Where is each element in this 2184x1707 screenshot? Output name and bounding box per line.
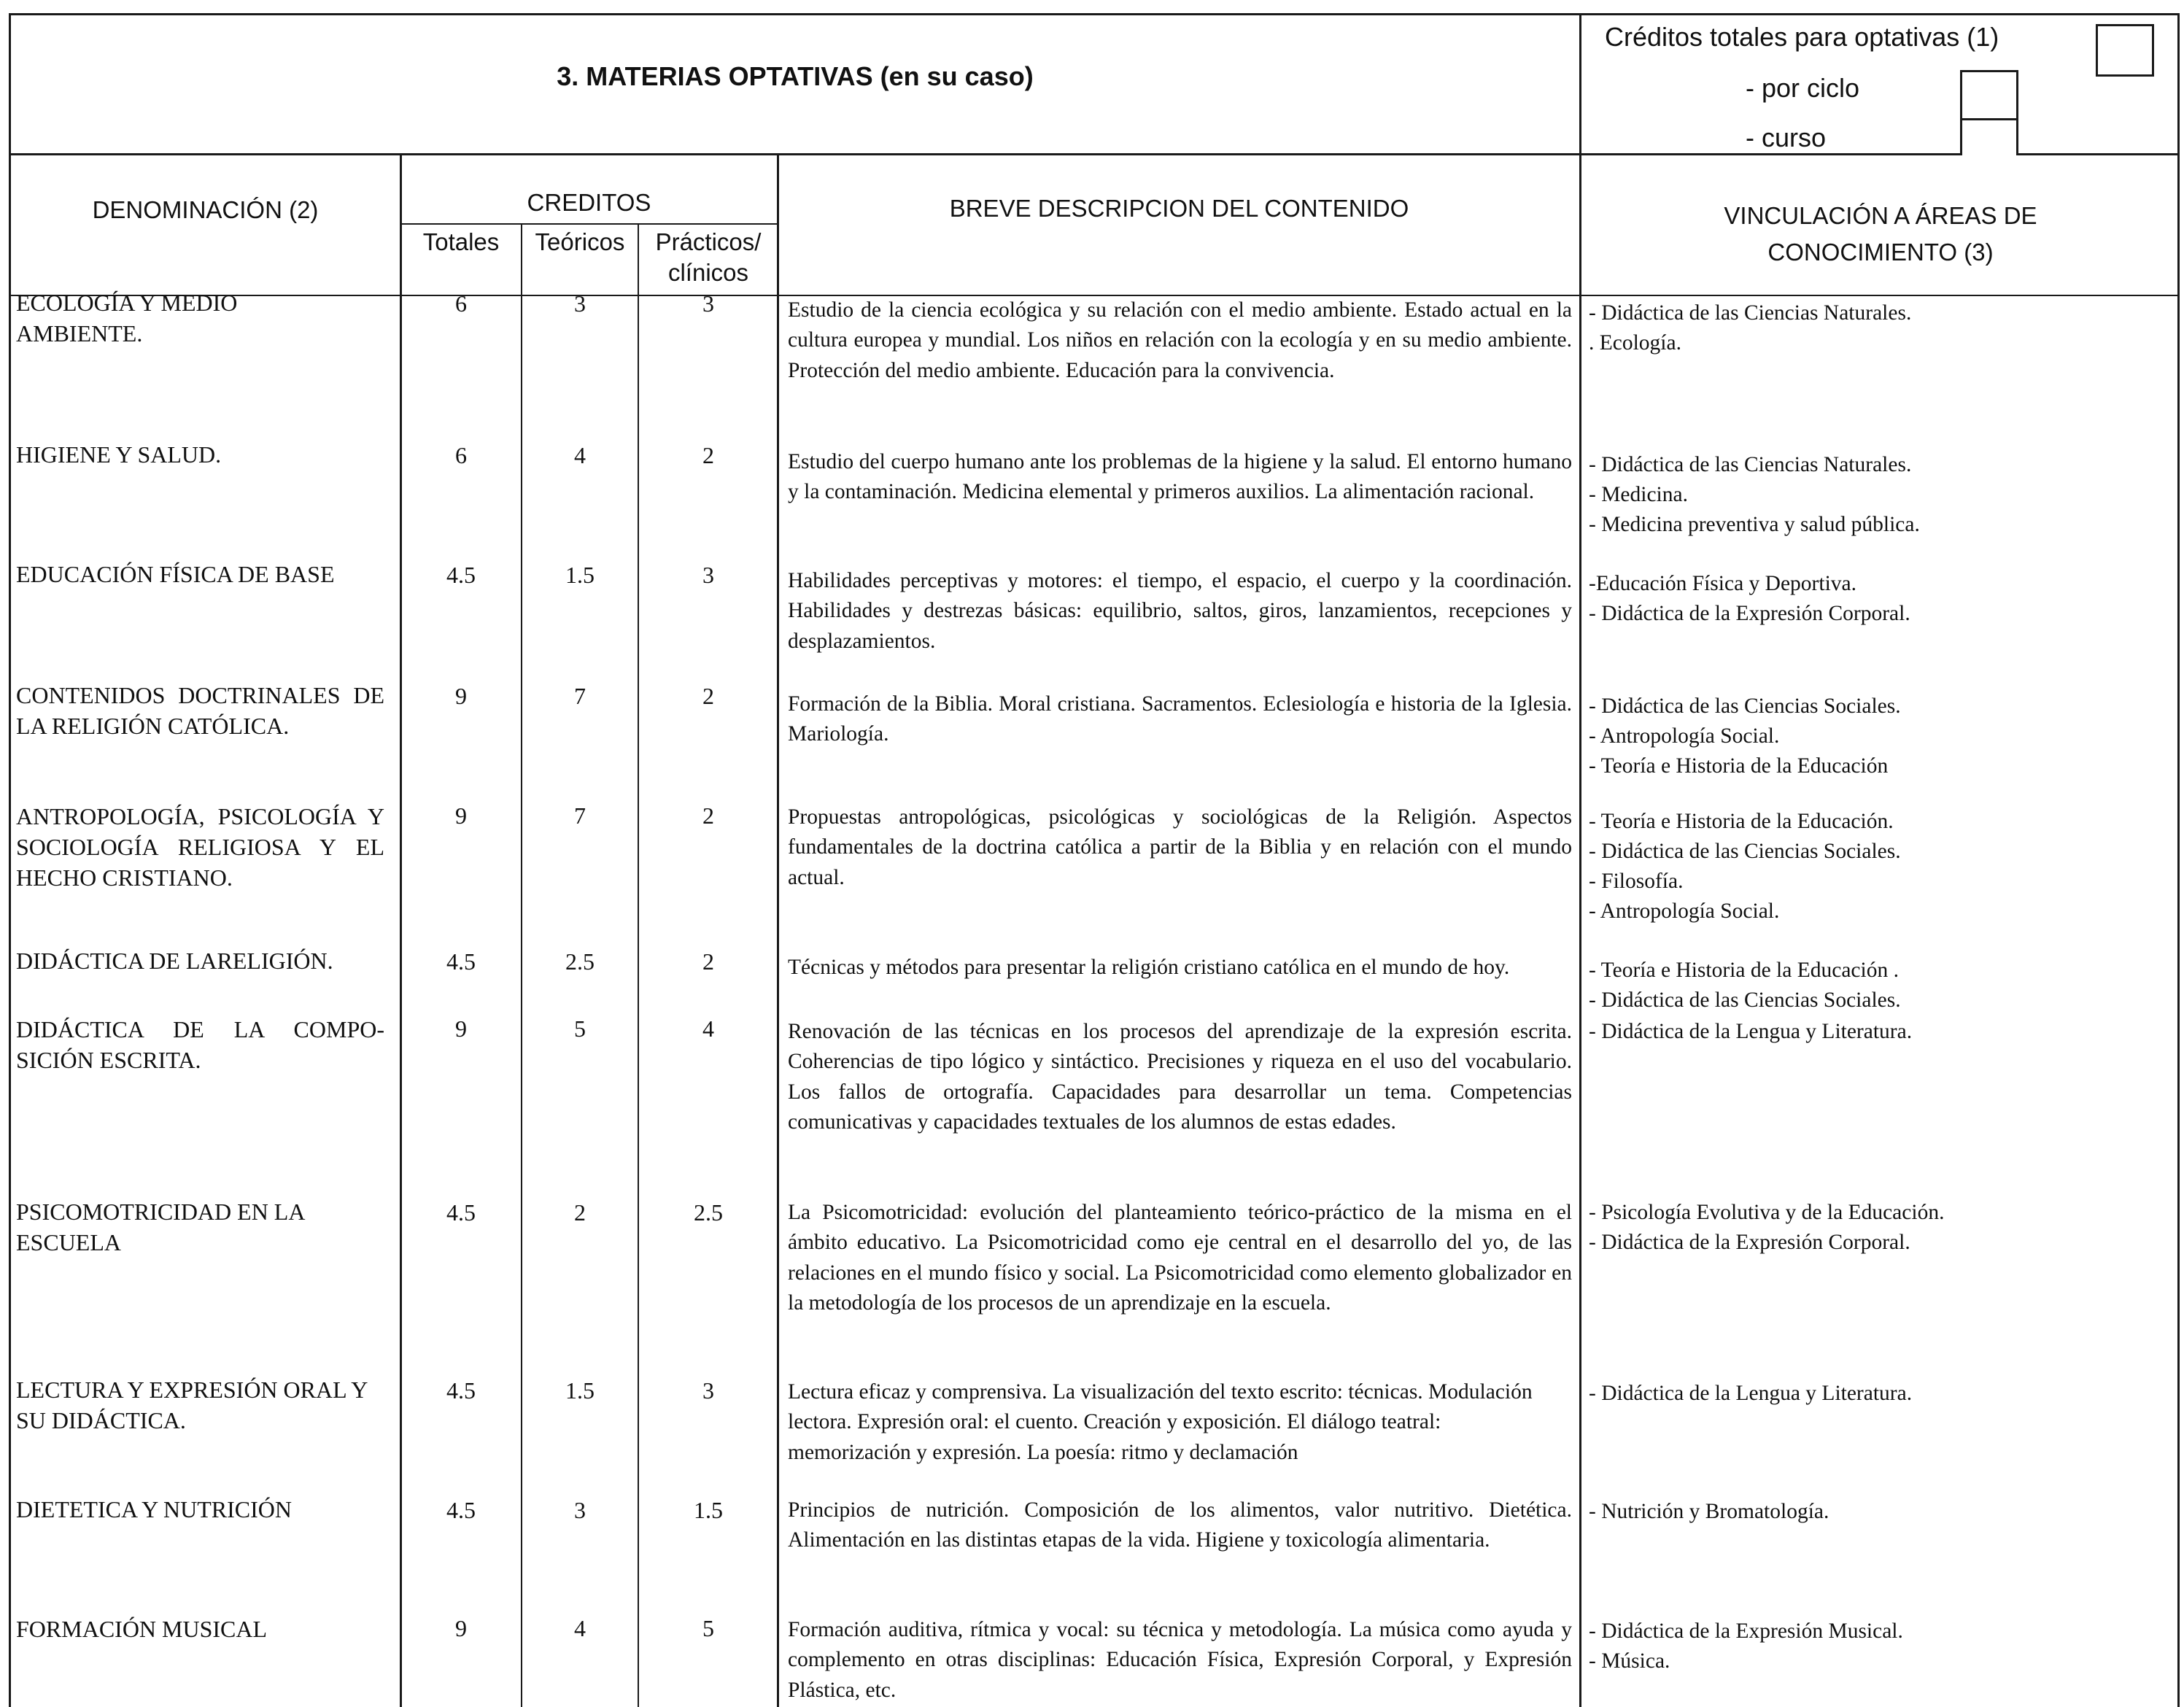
area-item: -Educación Física y Deportiva. — [1589, 572, 1856, 595]
area-item: - Teoría e Historia de la Educación — [1589, 754, 1889, 778]
content-description: Lectura eficaz y comprensiva. La visualización del texto escrito: técnicas. Modulación lectora. Expresión oral: el cuento. Creación y exposición. El diálogo teatral: memorización y expresión. La poesía: ritmo y declamación — [788, 1380, 1533, 1464]
page-title: 3. MATERIAS OPTATIVAS (en su caso) — [557, 61, 1034, 91]
header-areas-line1: VINCULACIÓN A ÁREAS DE — [1724, 202, 2037, 229]
content-description: Renovación de las técnicas en los procesos del aprendizaje de la expresión escrita. Coherencias de tipo lógico y sintáctico. Precisiones y riqueza en el uso del vocabulario. Los fallos de ortografía. Capacidades para desarrollar un tema. Competencias comunicativas y capacidades textuales de los alumnos de estas edades. — [788, 1020, 1572, 1134]
area-item: - Didáctica de las Ciencias Sociales. — [1589, 840, 1901, 863]
course-label: - curso — [1746, 123, 1827, 152]
header-description: BREVE DESCRIPCION DEL CONTENIDO — [949, 195, 1409, 222]
credits-totales: 9 — [455, 802, 467, 829]
credits-practicos: 2 — [702, 802, 714, 829]
header-denomination: DENOMINACIÓN (2) — [92, 196, 319, 223]
area-item: - Psicología Evolutiva y de la Educación. — [1589, 1201, 1945, 1224]
credits-practicos: 2.5 — [694, 1199, 723, 1226]
table-border-top — [9, 13, 2180, 15]
credits-practicos: 3 — [702, 562, 714, 588]
credits-practicos: 2 — [702, 442, 714, 468]
credits-totales: 4.5 — [446, 1497, 476, 1523]
credits-practicos: 5 — [702, 1615, 714, 1641]
subject-name: PSICOMOTRICIDAD EN LA ESCUELA — [16, 1199, 304, 1255]
area-item: - Antropología Social. — [1589, 724, 1780, 748]
content-description: Habilidades perceptivas y motores: el tiempo, el espacio, el cuerpo y la coordinación. Habilidades y destrezas básicas: equilibrio, saltos, giros, lanzamientos, recepciones y desplazamientos. — [788, 569, 1572, 653]
credits-description-divider — [777, 153, 779, 1707]
subject-name: ANTROPOLOGÍA, PSICOLOGÍA Y SOCIOLOGÍA RELIGIOSA Y EL HECHO CRISTIANO. — [16, 803, 384, 891]
area-item: - Nutrición y Bromatología. — [1589, 1500, 1829, 1523]
title-credits-divider — [1579, 13, 1581, 1707]
content-description: Principios de nutrición. Composición de los alimentos, valor nutritivo. Dietética. Alimentación en las distintas etapas de la vida. Higiene y toxicología alimentaria. — [788, 1498, 1572, 1552]
header-practicos: Prácticos/ — [655, 228, 762, 255]
subject-name: DIDÁCTICA DE LA COMPO-SICIÓN ESCRITA. — [16, 1016, 384, 1073]
credits-subheader-line — [400, 223, 778, 225]
area-item: - Didáctica de la Expresión Musical. — [1589, 1619, 1903, 1643]
area-item: - Didáctica de la Expresión Corporal. — [1589, 602, 1910, 625]
area-item: - Didáctica de las Ciencias Sociales. — [1589, 694, 1901, 718]
credits-teoricos: 4 — [574, 442, 586, 468]
table-border-left — [9, 13, 11, 1707]
area-item: - Filosofía. — [1589, 870, 1684, 893]
content-description: Formación auditiva, rítmica y vocal: su técnica y metodología. La música como ayuda y complemento en otras disciplinas: Educación Física, Expresión Corporal, y Expresión Plástica, etc. — [788, 1618, 1572, 1702]
subject-name: FORMACIÓN MUSICAL — [16, 1616, 268, 1642]
content-description: La Psicomotricidad: evolución del planteamiento teórico-práctico de la misma en el ámbito educativo. La Psicomotricidad como eje central en el desarrollo del yo, de las relaciones en el mundo físico y social. La Psicomotricidad como elemento globalizador en la metodología de los procesos de un aprendizaje en la escuela. — [788, 1201, 1572, 1315]
header-teoricos: Teóricos — [535, 228, 625, 255]
area-item: . Ecología. — [1589, 331, 1681, 355]
credits-totales: 9 — [455, 683, 467, 709]
knowledge-areas — [1589, 692, 2172, 781]
area-item: - Didáctica de la Lengua y Literatura. — [1589, 1020, 1913, 1043]
denomination-divider — [400, 153, 402, 1707]
credits-totales: 9 — [455, 1615, 467, 1641]
credits-practicos: 2 — [702, 683, 714, 709]
header-divider — [9, 153, 2180, 155]
credits-totales: 9 — [455, 1015, 467, 1042]
knowledge-areas — [1589, 956, 2172, 1015]
header-areas-line2: CONOCIMIENTO (3) — [1767, 239, 1994, 266]
course-box[interactable] — [1960, 118, 2018, 155]
header-clinicos: clínicos — [667, 259, 749, 286]
area-item: - Didáctica de la Lengua y Literatura. — [1589, 1382, 1913, 1405]
credits-practicos: 1.5 — [694, 1497, 723, 1523]
subject-name: DIETETICA Y NUTRICIÓN — [16, 1496, 293, 1522]
credits-totales: 4.5 — [446, 948, 476, 975]
area-item: - Didáctica de las Ciencias Naturales. — [1589, 301, 1912, 325]
subject-name: LECTURA Y EXPRESIÓN ORAL Y SU DIDÁCTICA. — [16, 1377, 368, 1433]
credits-totales: 4.5 — [446, 1199, 476, 1226]
credits-teoricos: 1.5 — [565, 562, 595, 588]
knowledge-areas — [1589, 450, 2172, 540]
credits-teoricos: 2 — [574, 1199, 586, 1226]
credits-teoricos: 2.5 — [565, 948, 595, 975]
knowledge-areas — [1589, 1497, 2172, 1527]
credits-teoricos: 5 — [574, 1015, 586, 1042]
per-cycle-box[interactable] — [1960, 70, 2018, 123]
knowledge-areas — [1589, 807, 2172, 926]
credits-totales: 6 — [455, 290, 467, 317]
credits-teoricos: 4 — [574, 1615, 586, 1641]
content-description: Estudio del cuerpo humano ante los problemas de la higiene y la salud. El entorno humano y la contaminación. Medicina elemental y primeros auxilios. La alimentación racional. — [788, 450, 1572, 504]
table-border-right — [2177, 13, 2180, 1707]
per-cycle-label: - por ciclo — [1746, 73, 1860, 103]
credits-practicos: 2 — [702, 948, 714, 975]
knowledge-areas — [1589, 1379, 2172, 1409]
credits-practicos: 3 — [702, 1377, 714, 1404]
content-description: Propuestas antropológicas, psicológicas y sociológicas de la Religión. Aspectos fundamentales de la doctrina católica a partir de la Biblia y en relación con el mundo actual. — [788, 805, 1572, 889]
knowledge-areas — [1589, 1198, 2172, 1258]
content-description: Técnicas y métodos para presentar la religión cristiano católica en el mundo de hoy. — [788, 956, 1510, 979]
credits-teoricos: 3 — [574, 290, 586, 317]
credits-teoricos: 7 — [574, 802, 586, 829]
credits-practicos: 3 — [702, 290, 714, 317]
subject-name: EDUCACIÓN FÍSICA DE BASE — [16, 561, 335, 587]
area-item: - Didáctica de las Ciencias Sociales. — [1589, 988, 1901, 1012]
area-item: - Medicina. — [1589, 483, 1688, 506]
credits-totales: 4.5 — [446, 1377, 476, 1404]
subject-name: HIGIENE Y SALUD. — [16, 441, 222, 468]
area-item: - Medicina preventiva y salud pública. — [1589, 513, 1920, 536]
header-credits: CREDITOS — [527, 189, 651, 216]
knowledge-areas — [1589, 569, 2172, 629]
credits-total-label: Créditos totales para optativas (1) — [1605, 22, 1999, 52]
knowledge-areas — [1589, 298, 2172, 358]
credits-teoricos: 7 — [574, 683, 586, 709]
credits-teoricos: 1.5 — [565, 1377, 595, 1404]
credits-total-box[interactable] — [2096, 24, 2154, 77]
area-item: - Teoría e Historia de la Educación. — [1589, 810, 1894, 833]
credits-totales: 6 — [455, 442, 467, 468]
credits-teoricos: 3 — [574, 1497, 586, 1523]
area-item: - Teoría e Historia de la Educación . — [1589, 959, 1899, 982]
area-item: - Antropología Social. — [1589, 899, 1780, 923]
subject-name: ECOLOGÍA Y MEDIO AMBIENTE. — [16, 290, 238, 347]
credits-practicos: 4 — [702, 1015, 714, 1042]
knowledge-areas — [1589, 1617, 2172, 1676]
knowledge-areas — [1589, 1017, 2172, 1047]
subject-name: CONTENIDOS DOCTRINALES DE LA RELIGIÓN CATÓLICA. — [16, 682, 384, 739]
content-description: Formación de la Biblia. Moral cristiana. Sacramentos. Eclesiología e historia de la Iglesia. Mariología. — [788, 692, 1572, 746]
area-item: - Didáctica de la Expresión Corporal. — [1589, 1231, 1910, 1254]
area-item: - Didáctica de las Ciencias Naturales. — [1589, 453, 1912, 476]
header-totales: Totales — [422, 228, 500, 255]
subject-name: DIDÁCTICA DE LARELIGIÓN. — [16, 948, 333, 974]
area-item: - Música. — [1589, 1649, 1670, 1673]
content-description: Estudio de la ciencia ecológica y su relación con el medio ambiente. Estado actual en la cultura europea y mundial. Los niños en relación con la ecología y en su medio ambiente. Protección del medio ambiente. Educación para la convivencia. — [788, 298, 1572, 382]
credits-totales: 4.5 — [446, 562, 476, 588]
